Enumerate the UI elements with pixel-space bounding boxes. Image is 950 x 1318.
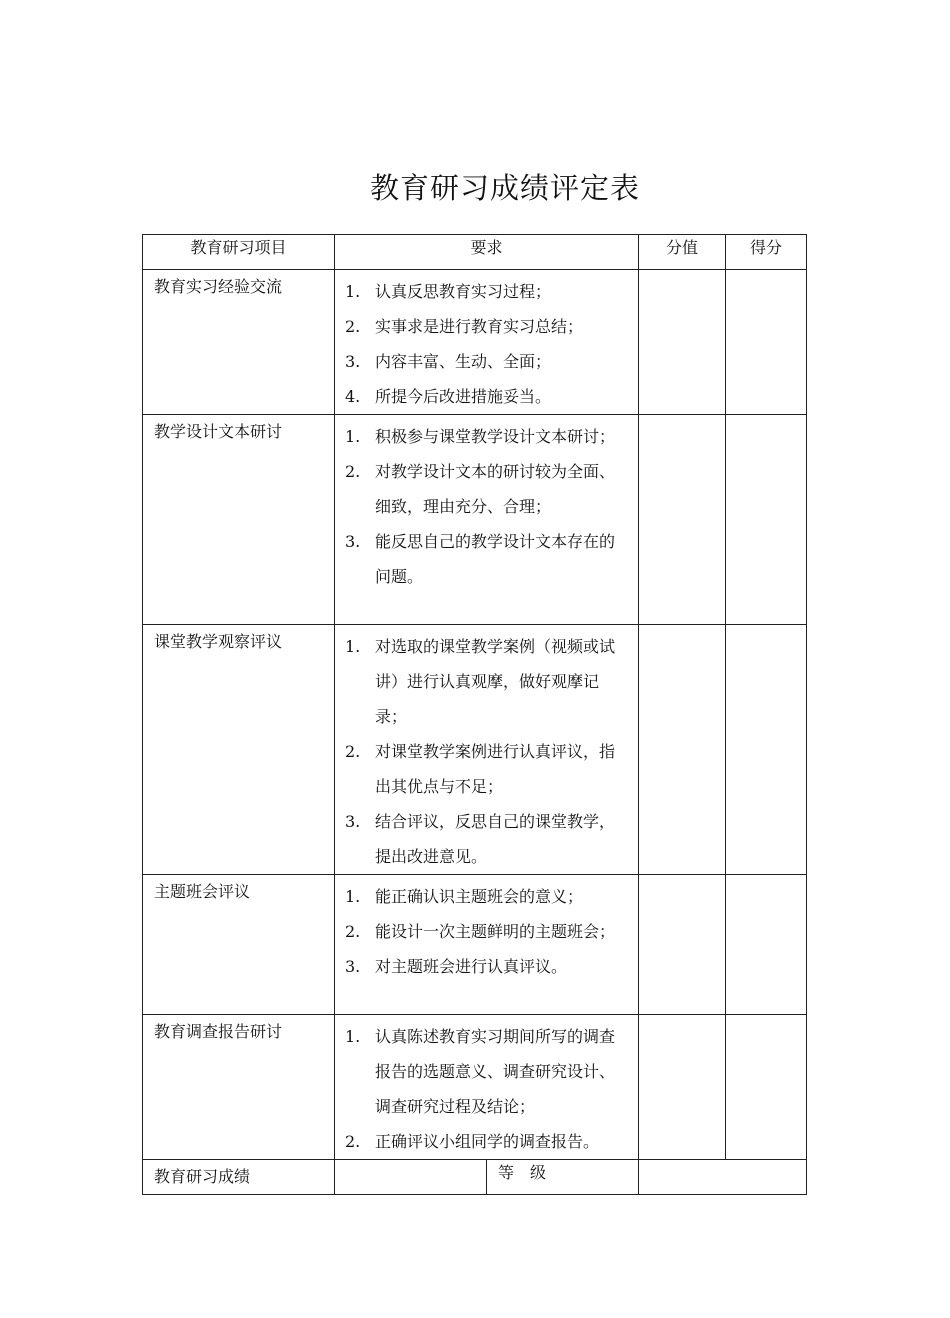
- list-item: 3. 内容丰富、生动、全面；: [345, 352, 552, 371]
- requirements-cell: [335, 875, 639, 1015]
- grade-label: 等 级: [487, 1160, 639, 1195]
- list-item: 2. 能设计一次主题鲜明的主题班会；: [345, 922, 616, 941]
- table-row: [143, 270, 807, 415]
- project-cell: 课堂教学观察评议: [143, 625, 335, 875]
- requirements-list: [335, 1015, 638, 1159]
- list-item: 1. 认真陈述教育实习期间所写的调查报告的选题意义、调查研究设计、调查研究过程及结论；: [345, 1027, 616, 1116]
- requirements-cell: [335, 625, 639, 875]
- table-row: [143, 625, 807, 875]
- score-cell: [726, 1015, 807, 1160]
- table-row: [143, 415, 807, 625]
- requirements-list: [335, 625, 638, 874]
- project-cell: 教育实习经验交流: [143, 270, 335, 415]
- requirements-list: [335, 415, 638, 594]
- page-title: 教育研习成绩评定表: [369, 171, 640, 205]
- list-item: 2. 实事求是进行教育实习总结；: [345, 317, 584, 336]
- requirements-list: [335, 270, 638, 414]
- points-cell: [639, 625, 726, 875]
- project-cell: 主题班会评议: [143, 875, 335, 1015]
- total-label: 教育研习成绩: [143, 1160, 335, 1195]
- requirements-cell: [335, 270, 639, 415]
- list-item: 2. 对课堂教学案例进行认真评议，指出其优点与不足；: [345, 742, 616, 796]
- score-cell: [726, 415, 807, 625]
- list-item: 3. 对主题班会进行认真评议。: [345, 957, 568, 976]
- table-row: [143, 1015, 807, 1160]
- grade-value-cell: [639, 1160, 807, 1195]
- list-item: 1. 对选取的课堂教学案例（视频或试讲）进行认真观摩，做好观摩记录；: [345, 637, 616, 726]
- list-item: 4. 所提今后改进措施妥当。: [345, 387, 552, 406]
- header-requirements: 要求: [335, 235, 639, 270]
- score-cell: [726, 270, 807, 415]
- project-cell: 教学设计文本研讨: [143, 415, 335, 625]
- list-item: 3. 能反思自己的教学设计文本存在的问题。: [345, 532, 616, 586]
- list-item: 1. 积极参与课堂教学设计文本研讨；: [345, 427, 616, 446]
- requirements-cell: [335, 415, 639, 625]
- points-cell: [639, 1015, 726, 1160]
- table-footer-row: [143, 1160, 807, 1195]
- list-item: 2. 正确评议小组同学的调查报告。: [345, 1132, 600, 1151]
- project-cell: 教育调查报告研讨: [143, 1015, 335, 1160]
- points-cell: [639, 415, 726, 625]
- points-cell: [639, 270, 726, 415]
- score-cell: [726, 875, 807, 1015]
- list-item: 1. 认真反思教育实习过程；: [345, 282, 552, 301]
- list-item: 3. 结合评议，反思自己的课堂教学，提出改进意见。: [345, 812, 616, 866]
- score-cell: [726, 625, 807, 875]
- table-row: [143, 875, 807, 1015]
- list-item: 1. 能正确认识主题班会的意义；: [345, 887, 584, 906]
- requirements-list: [335, 875, 638, 984]
- header-points: 分值: [639, 235, 726, 270]
- points-cell: [639, 875, 726, 1015]
- evaluation-table: [142, 234, 807, 1195]
- header-score: 得分: [726, 235, 807, 270]
- table-header-row: [143, 235, 807, 270]
- total-value-cell: [335, 1160, 487, 1195]
- header-project: 教育研习项目: [143, 235, 335, 270]
- requirements-cell: [335, 1015, 639, 1160]
- list-item: 2. 对教学设计文本的研讨较为全面、细致，理由充分、合理；: [345, 462, 616, 516]
